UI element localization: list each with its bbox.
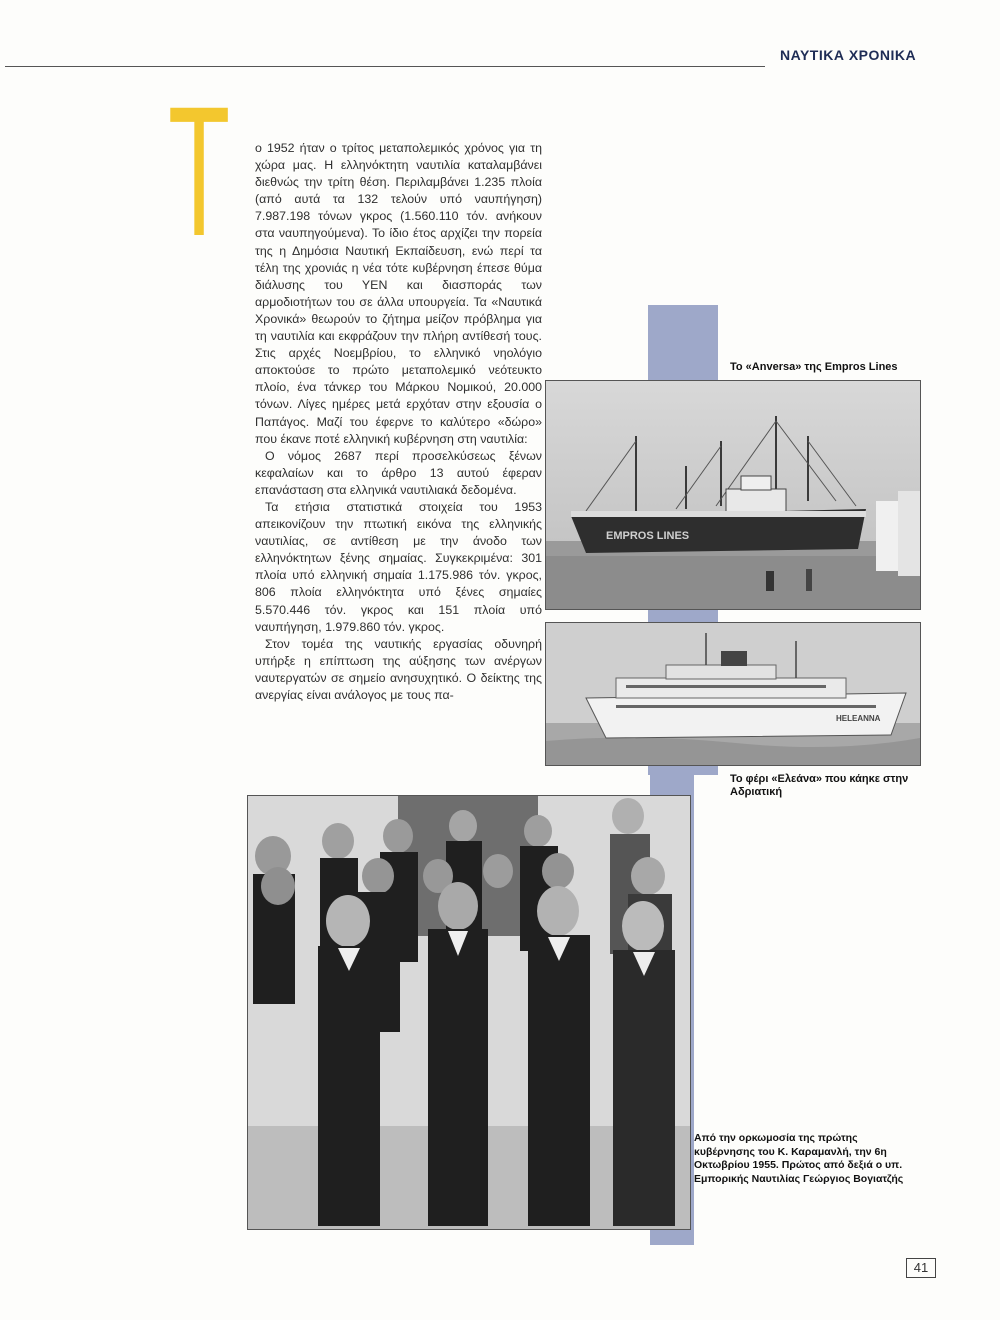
article-body — [255, 140, 542, 704]
caption-anversa: Το «Anversa» της Empros Lines — [730, 361, 898, 373]
page-number: 41 — [906, 1258, 936, 1278]
article-paragraph: Στον τομέα της ναυτικής εργασίας οδυνηρή υπήρξε η επίπτωση της αύξησης των ανέργων ναυτεργατών σε σημείο ανησυχητικό. Ο δείκτης της ανεργίας είναι ανάλογος με τους πα- — [255, 636, 542, 702]
article-paragraph: Τα ετήσια στατιστικά στοιχεία του 1953 απεικονίζουν την πτωτική εικόνα της ελληνικής ναυτιλίας, σε αντίθεση με την άνοδο των ελληνόκτητων ξένης σημαίας. Συγκεκριμένα: 301 πλοία υπό ελληνική σημαία 1.175.986 τόν. γκρος, 806 πλοία ελληνόκτητα υπό ξένες σημαίες 5.570.446 τόν. γκρος και 151 πλοία υπό ναυπήγηση, 1.979.860 τόν. γκρος. — [255, 499, 542, 634]
ceremony-group-photo — [247, 795, 691, 1230]
hull-lettering: HELEANNA — [836, 714, 881, 723]
anversa-ship-photo — [545, 380, 921, 610]
magazine-title: ΝΑΥΤΙΚΑ ΧΡΟΝΙΚΑ — [780, 47, 917, 63]
drop-cap: Τ — [168, 69, 231, 275]
header-rule — [5, 66, 765, 67]
caption-ceremony: Από την ορκωμοσία της πρώτης κυβέρνησης του Κ. Καραμανλή, την 6η Οκτωβρίου 1955. Πρώτος από δεξιά ο υπ. Εμπορικής Ναυτιλίας Γεώργιος Βογιατζής — [694, 1132, 904, 1185]
article-paragraph: ο 1952 ήταν ο τρίτος μεταπολεμικός χρόνος για τη χώρα μας. Η ελληνόκτητη ναυτιλία καταλαμβάνει διεθνώς την τρίτη θέση. Περιλαμβάνει 1.235 πλοία (από αυτά τα 132 τελούν υπό ναυπήγηση) 7.987.198 τόνων γκρος (1.560.110 τόν. ανήκουν στα ναυπηγούμενα). Το ίδιο έτος αρχίζει την πορεία της η Δημόσια Ναυτική Εκπαίδευση, ενώ περί τα τέλη της χρονιάς η νέα τότε κυβέρνηση έπεσε θύμα διάλυσης του ΥΕΝ και διασποράς των αρμοδιοτήτων του σε άλλα υπουργεία. Τα «Ναυτικά Χρονικά» θεωρούν το ζήτημα μείζον πρόβλημα για τη ναυτιλία και εκφράζουν την πλήρη αντίθεσή τους. Στις αρχές Νοεμβρίου, το ελληνικό νηολόγιο αποκτούσε το πρώτο μεταπολεμικό νεότευκτο πλοίο, ένα τάνκερ του Μάρκου Νομικού, 20.000 τόνων. Λίγες ημέρες μετά ερχόταν στην εξουσία ο Παπάγος. Μαζί του έφερνε το καλύτερο «δώρο» που έκανε ποτέ ελληνική κυβέρνηση στη ναυτιλία: — [255, 141, 542, 446]
article-paragraph: Ο νόμος 2687 περί προσελκύσεως ξένων κεφαλαίων και το άρθρο 13 αυτού έφεραν επανάσταση στα ελληνικά ναυτιλιακά δεδομένα. — [255, 448, 542, 497]
caption-eleana: Το φέρι «Ελεάνα» που κάηκε στην Αδριατική — [730, 773, 909, 798]
hull-lettering: EMPROS LINES — [606, 530, 690, 542]
eleana-ferry-photo — [545, 622, 921, 766]
